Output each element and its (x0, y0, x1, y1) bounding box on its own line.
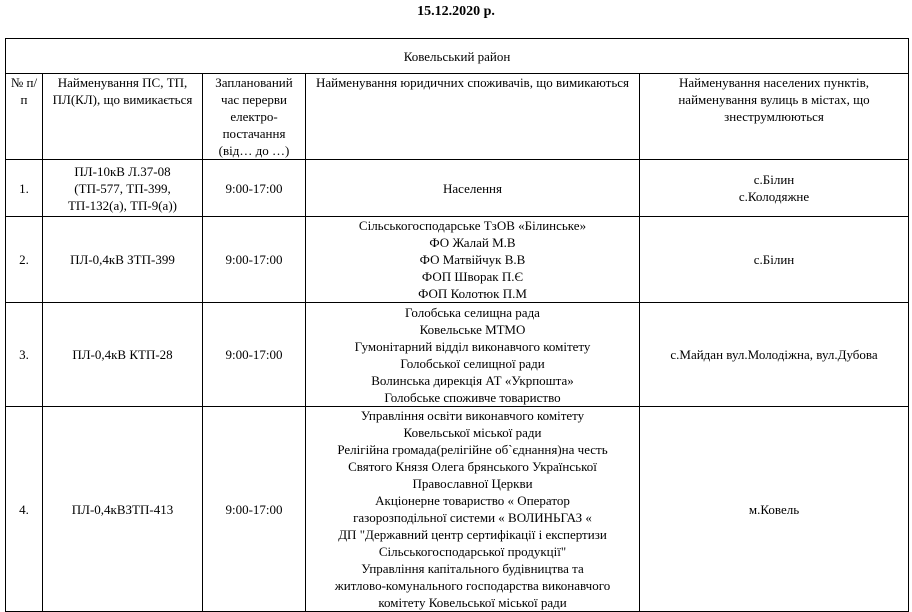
table-row (6, 217, 909, 303)
table-row (6, 160, 909, 217)
row-places: с.Майдан вул.Молодіжна, вул.Дубова (640, 303, 909, 407)
outage-schedule-table (5, 38, 909, 612)
header-consumers: Найменування юридичних споживачів, що вимикаються (306, 74, 640, 160)
header-places: Найменування населених пунктів, найменування вулиць в містах, що знеструмлюються (640, 74, 909, 160)
region-row (6, 39, 909, 74)
document-date: 15.12.2020 р. (417, 4, 495, 19)
row-time: 9:00-17:00 (203, 160, 306, 217)
header-number: № п/п (6, 74, 43, 160)
row-number: 4. (6, 407, 43, 612)
row-number: 1. (6, 160, 43, 217)
row-time: 9:00-17:00 (203, 407, 306, 612)
row-consumers: Сільськогосподарське ТзОВ «Білинське» ФО Жалай М.В ФО Матвійчук В.В ФОП Шворак П.Є ФОП Колотюк П.М (306, 217, 640, 303)
row-places: с.Білин (640, 217, 909, 303)
row-line: ПЛ-0,4кВЗТП-413 (43, 407, 203, 612)
row-line: ПЛ-0,4кВ ЗТП-399 (43, 217, 203, 303)
header-row (6, 74, 909, 160)
table-row (6, 407, 909, 612)
header-line: Найменування ПС, ТП, ПЛ(КЛ), що вимикається (43, 74, 203, 160)
row-places: с.Білин с.Колодяжне (640, 160, 909, 217)
table-row (6, 303, 909, 407)
row-number: 3. (6, 303, 43, 407)
row-consumers: Населення (306, 160, 640, 217)
row-line: ПЛ-0,4кВ КТП-28 (43, 303, 203, 407)
row-number: 2. (6, 217, 43, 303)
row-consumers: Управління освіти виконавчого комітету Ковельської міської ради Релігійна громада(релігійне об`єднання)на честь Святого Князя Олега брянського Української Православної Церкви Акціонерне товариство « Оператор газорозподільної системи « ВОЛИНЬГАЗ « ДП "Державний центр сертифікації і експертизи Сільськогосподарської продукції" Управління капітального будівництва та житлово-комунального господарства виконавчого комітету Ковельської міської ради (306, 407, 640, 612)
row-time: 9:00-17:00 (203, 303, 306, 407)
row-consumers: Голобська селищна рада Ковельське МТМО Гумонітарний відділ виконавчого комітету Голобської селищної ради Волинська дирекція АТ «Укрпошта» Голобське споживче товариство (306, 303, 640, 407)
row-time: 9:00-17:00 (203, 217, 306, 303)
header-time: Запланований час перерви електро-постачання (від… до …) (203, 74, 306, 160)
row-line: ПЛ-10кВ Л.37-08 (ТП-577, ТП-399, ТП-132(а), ТП-9(а)) (43, 160, 203, 217)
region-title: Ковельський район (6, 39, 909, 74)
row-places: м.Ковель (640, 407, 909, 612)
